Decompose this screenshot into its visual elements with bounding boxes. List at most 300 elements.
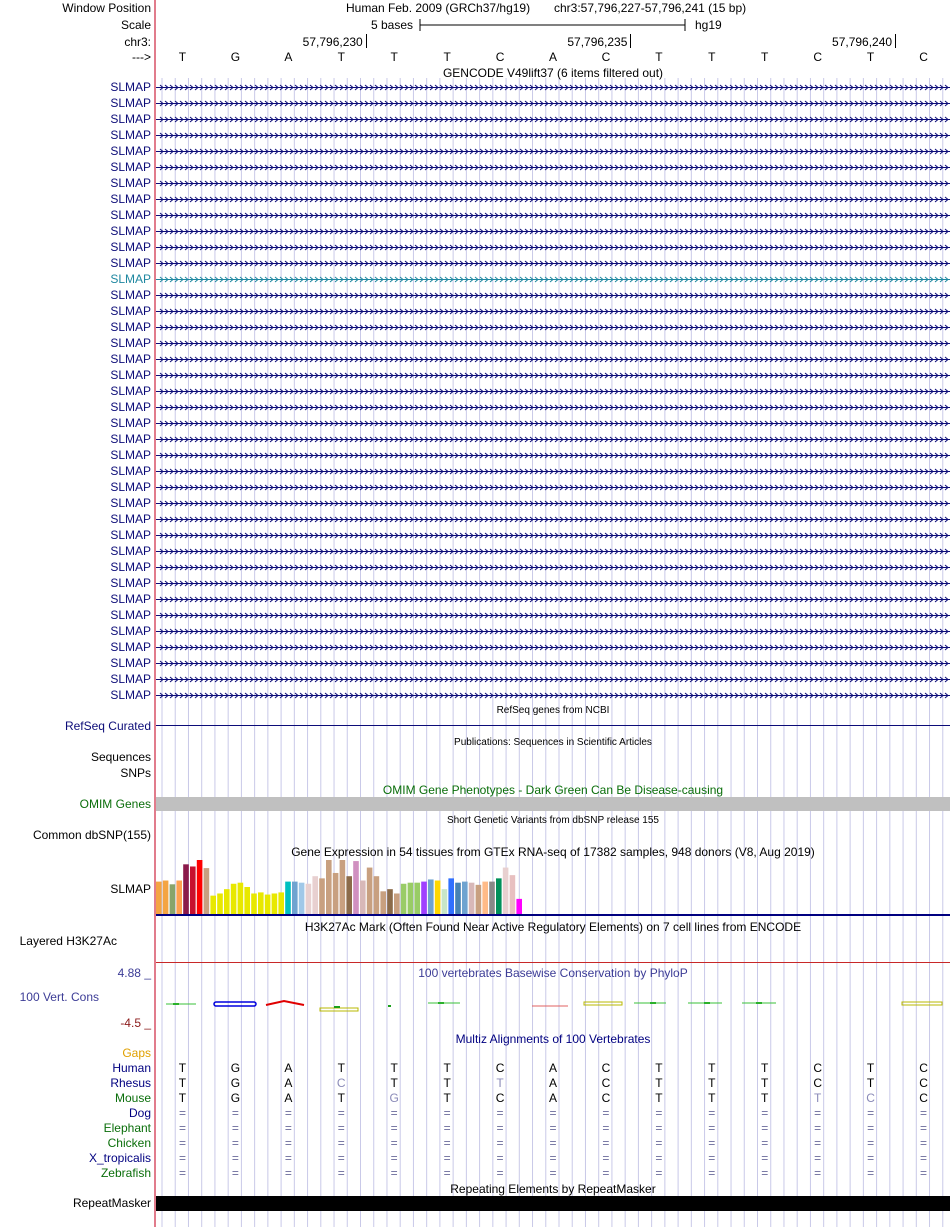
base-letter: C (919, 50, 928, 64)
multiz-base: T (761, 1061, 769, 1075)
multiz-species-label: Elephant (103, 1121, 151, 1135)
base-letter: T (655, 50, 663, 64)
multiz-base: C (495, 1061, 505, 1075)
multiz-species-label: Dog (128, 1106, 151, 1120)
gtex-tissue-bar (414, 883, 420, 914)
gencode-transcript-label[interactable]: SLMAP (110, 112, 151, 126)
multiz-base: C (866, 1091, 875, 1105)
gencode-transcript-line (156, 133, 950, 138)
gtex-tissue-bar (244, 887, 250, 914)
multiz-base: = (867, 1151, 875, 1165)
base-letter: C (495, 50, 505, 64)
h3k27ac-track-label[interactable]: Layered H3K27Ac (19, 934, 117, 948)
multiz-base: = (602, 1151, 610, 1165)
multiz-base: = (337, 1151, 345, 1165)
multiz-gaps-label: Gaps (122, 1046, 151, 1060)
gtex-tissue-bar (265, 895, 271, 914)
multiz-base: = (231, 1151, 239, 1165)
publications-track-label-snps[interactable]: SNPs (120, 766, 151, 780)
gtex-tissue-bar (285, 882, 291, 914)
multiz-base: = (390, 1136, 398, 1150)
multiz-base: A (548, 1076, 557, 1090)
gtex-tissue-bar (510, 875, 516, 914)
multiz-base: C (919, 1061, 928, 1075)
multiz-base: C (601, 1091, 611, 1105)
multiz-base: = (337, 1106, 345, 1120)
base-letter: G (230, 50, 241, 64)
multiz-species-label: Zebrafish (100, 1166, 151, 1180)
gencode-transcript-line (156, 181, 950, 186)
gtex-tissue-bar (156, 882, 162, 914)
publications-track-label-sequences[interactable]: Sequences (90, 750, 151, 764)
multiz-base: = (496, 1151, 504, 1165)
gtex-tissue-bar (482, 882, 488, 914)
refseq-track-title: RefSeq genes from NCBI (496, 705, 610, 716)
track-data-pane (156, 0, 950, 1227)
gtex-tissue-bar (312, 876, 318, 914)
gencode-transcript-label[interactable]: SLMAP (110, 256, 151, 270)
multiz-base: T (761, 1076, 769, 1090)
gtex-tissue-bar (163, 881, 169, 914)
base-letter: A (548, 50, 557, 64)
ruler-coordinate: 57,796,230 (302, 35, 363, 49)
gencode-transcript-label[interactable]: SLMAP (110, 176, 151, 190)
multiz-base: = (708, 1121, 716, 1135)
gtex-tissue-bar (306, 884, 312, 914)
repeatmasker-bar[interactable] (156, 1196, 950, 1211)
multiz-base: = (178, 1151, 186, 1165)
gencode-transcript-line (156, 581, 950, 586)
multiz-base: = (867, 1121, 875, 1135)
db-label: hg19 (695, 18, 722, 32)
multiz-base: = (284, 1106, 292, 1120)
gtex-tissue-bar (319, 878, 325, 914)
gencode-transcript-label[interactable]: SLMAP (110, 560, 151, 574)
gencode-transcript-label[interactable]: SLMAP (110, 592, 151, 606)
multiz-base: = (920, 1136, 928, 1150)
gtex-track-label[interactable]: SLMAP (110, 882, 151, 896)
multiz-base: T (708, 1061, 716, 1075)
gtex-tissue-bar (394, 893, 400, 914)
gencode-transcript-line (156, 389, 950, 394)
gtex-tissue-bar (503, 868, 509, 914)
gtex-tissue-bar (353, 861, 359, 914)
gencode-transcript-line (156, 549, 950, 554)
gencode-transcript-line (156, 309, 950, 314)
phylop-mark (584, 1002, 622, 1005)
multiz-base: = (867, 1166, 875, 1180)
gtex-tissue-bar (326, 860, 332, 914)
repeatmasker-track-title: Repeating Elements by RepeatMasker (450, 1182, 656, 1196)
multiz-base: = (284, 1151, 292, 1165)
multiz-base: = (178, 1166, 186, 1180)
gencode-transcript-label[interactable]: SLMAP (110, 352, 151, 366)
gencode-transcript-label[interactable]: SLMAP (110, 288, 151, 302)
multiz-base: = (390, 1121, 398, 1135)
multiz-base: T (655, 1091, 663, 1105)
multiz-base: = (284, 1121, 292, 1135)
gencode-transcript-label[interactable]: SLMAP (110, 272, 151, 286)
multiz-base: = (390, 1106, 398, 1120)
gencode-transcript-line (156, 85, 950, 90)
gencode-transcript-label[interactable]: SLMAP (110, 400, 151, 414)
multiz-base: T (178, 1091, 187, 1105)
gencode-transcript-label[interactable]: SLMAP (110, 384, 151, 398)
gtex-tissue-bar (333, 873, 339, 914)
base-letter: T (390, 50, 398, 64)
multiz-base: = (496, 1166, 504, 1180)
strand-label: ---> (132, 50, 151, 64)
multiz-base: C (919, 1091, 928, 1105)
gencode-transcript-line (156, 197, 950, 202)
multiz-base: = (496, 1106, 504, 1120)
assembly-title: Human Feb. 2009 (GRCh37/hg19) (346, 1, 531, 15)
gtex-tissue-bar (462, 882, 468, 914)
multiz-base: C (919, 1076, 928, 1090)
gtex-tissue-bar (346, 876, 352, 914)
gencode-transcript-label[interactable]: SLMAP (110, 624, 151, 638)
ruler-tick (366, 34, 367, 48)
ruler-coordinate: 57,796,240 (832, 35, 893, 49)
gencode-transcript-line (156, 517, 950, 522)
phylop-signal[interactable] (156, 996, 950, 1016)
scale-text: 5 bases (371, 18, 414, 32)
multiz-base: = (920, 1106, 928, 1120)
base-letter: T (443, 50, 451, 64)
base-letter: C (813, 50, 822, 64)
multiz-base: = (549, 1121, 557, 1135)
omim-track-label[interactable]: OMIM Genes (79, 797, 151, 811)
repeatmasker-track-label[interactable]: RepeatMasker (72, 1196, 151, 1210)
track-label-pane (0, 0, 154, 1227)
gencode-transcript-label[interactable]: SLMAP (110, 160, 151, 174)
gtex-tissue-bar (217, 893, 223, 914)
multiz-base: = (602, 1121, 610, 1135)
multiz-base: = (549, 1166, 557, 1180)
phylop-mark (902, 1002, 942, 1005)
multiz-base: = (867, 1106, 875, 1120)
gencode-transcript-label[interactable]: SLMAP (110, 208, 151, 222)
multiz-base: = (655, 1166, 663, 1180)
refseq-track-label[interactable]: RefSeq Curated (64, 719, 151, 733)
dbsnp-track-label[interactable]: Common dbSNP(155) (32, 828, 151, 842)
gencode-transcript-line (156, 469, 950, 474)
multiz-base: T (443, 1061, 451, 1075)
multiz-base: = (390, 1166, 398, 1180)
phylop-min-label: -4.5 _ (120, 1016, 151, 1030)
gencode-transcript-label[interactable]: SLMAP (110, 80, 151, 94)
gencode-transcript-line (156, 325, 950, 330)
multiz-base: G (389, 1091, 399, 1105)
multiz-base: T (390, 1076, 398, 1090)
gencode-transcript-label[interactable]: SLMAP (110, 448, 151, 462)
omim-track-title: OMIM Gene Phenotypes - Dark Green Can Be Disease-causing (382, 783, 724, 797)
refseq-gene-line[interactable] (156, 725, 950, 726)
gencode-transcript-line (156, 165, 950, 170)
gtex-tissue-bar (442, 889, 448, 914)
multiz-base: = (814, 1121, 822, 1135)
gencode-transcript-line (156, 421, 950, 426)
gencode-transcript-line (156, 101, 950, 106)
gencode-transcript-line (156, 277, 950, 282)
multiz-base: = (708, 1151, 716, 1165)
gencode-transcript-label[interactable]: SLMAP (110, 464, 151, 478)
multiz-base: = (761, 1166, 769, 1180)
multiz-base: T (337, 1091, 345, 1105)
phylop-track-title: 100 vertebrates Basewise Conservation by PhyloP (418, 966, 688, 980)
phylop-mark (388, 1005, 391, 1007)
gtex-tissue-bar (489, 882, 495, 914)
gencode-transcript-line (156, 373, 950, 378)
gencode-transcript-line (156, 613, 950, 618)
multiz-base: = (231, 1166, 239, 1180)
gencode-transcript-label[interactable]: SLMAP (110, 512, 151, 526)
gencode-transcript-label[interactable]: SLMAP (110, 304, 151, 318)
gtex-tissue-bar (448, 878, 454, 914)
dbsnp-track-title: Short Genetic Variants from dbSNP release 155 (447, 815, 659, 826)
scale-label: Scale (120, 18, 151, 32)
multiz-base: = (390, 1151, 398, 1165)
gencode-transcript-line (156, 293, 950, 298)
base-letter: T (337, 50, 345, 64)
base-letter: T (761, 50, 769, 64)
multiz-base: T (178, 1061, 187, 1075)
h3k27ac-signal-line[interactable] (156, 962, 950, 963)
gencode-transcript-line (156, 501, 950, 506)
base-letter: T (708, 50, 716, 64)
multiz-base: T (337, 1061, 345, 1075)
gencode-transcript-label[interactable]: SLMAP (110, 336, 151, 350)
multiz-base: = (602, 1166, 610, 1180)
gencode-transcripts[interactable] (156, 80, 950, 704)
gencode-transcript-line (156, 533, 950, 538)
gencode-transcript-line (156, 629, 950, 634)
multiz-base: G (230, 1061, 241, 1075)
phylop-mark (266, 1001, 304, 1005)
multiz-track-title: Multiz Alignments of 100 Vertebrates (455, 1032, 651, 1046)
gtex-tissue-bar (387, 889, 393, 914)
gencode-transcript-label[interactable]: SLMAP (110, 192, 151, 206)
multiz-base: = (231, 1136, 239, 1150)
multiz-base: T (813, 1091, 822, 1105)
gtex-tissue-bar (224, 889, 230, 914)
gencode-transcript-line (156, 117, 950, 122)
gencode-transcript-label[interactable]: SLMAP (110, 688, 151, 702)
gtex-tissue-bar (428, 879, 434, 914)
multiz-base: = (549, 1151, 557, 1165)
gencode-transcript-line (156, 213, 950, 218)
multiz-species-label: X_tropicalis (88, 1151, 151, 1165)
multiz-base: = (761, 1151, 769, 1165)
multiz-base: T (655, 1061, 663, 1075)
gtex-tissue-bar (476, 885, 482, 914)
multiz-base: = (814, 1151, 822, 1165)
base-letter: T (866, 50, 875, 64)
multiz-base: = (443, 1136, 451, 1150)
multiz-base: A (548, 1061, 557, 1075)
gencode-transcript-label[interactable]: SLMAP (110, 320, 151, 334)
gencode-transcript-label[interactable]: SLMAP (110, 144, 151, 158)
gencode-transcript-label[interactable]: SLMAP (110, 640, 151, 654)
phylop-max-label: 4.88 _ (117, 966, 151, 980)
multiz-base: = (920, 1121, 928, 1135)
gencode-transcript-line (156, 565, 950, 570)
gencode-transcript-line (156, 677, 950, 682)
gtex-tissue-bar (183, 864, 189, 914)
gencode-transcript-line (156, 597, 950, 602)
gencode-transcript-line (156, 341, 950, 346)
multiz-base: = (178, 1106, 186, 1120)
multiz-base: = (443, 1121, 451, 1135)
gencode-transcript-label[interactable]: SLMAP (110, 240, 151, 254)
gencode-transcript-label[interactable]: SLMAP (110, 432, 151, 446)
gtex-tissue-bar (469, 883, 475, 914)
gencode-transcript-line (156, 485, 950, 490)
multiz-base: T (761, 1091, 769, 1105)
multiz-base: = (337, 1121, 345, 1135)
multiz-base: = (337, 1136, 345, 1150)
gencode-transcript-label[interactable]: SLMAP (110, 528, 151, 542)
multiz-base: = (178, 1121, 186, 1135)
gencode-transcript-label[interactable]: SLMAP (110, 96, 151, 110)
gtex-tissue-bar (176, 881, 182, 914)
multiz-base: = (284, 1166, 292, 1180)
multiz-base: = (284, 1136, 292, 1150)
gtex-tissue-bar (380, 891, 386, 914)
gtex-track-title: Gene Expression in 54 tissues from GTEx RNA-seq of 17382 samples, 948 donors (V8, Aug 2019) (291, 845, 815, 859)
multiz-base: = (708, 1136, 716, 1150)
multiz-base: = (655, 1136, 663, 1150)
multiz-base: T (708, 1076, 716, 1090)
multiz-species-label: Human (112, 1061, 151, 1075)
gencode-transcript-label[interactable]: SLMAP (110, 224, 151, 238)
publications-track-title: Publications: Sequences in Scientific Articles (454, 737, 652, 748)
window-position-label: Window Position (62, 1, 151, 15)
gencode-transcript-label[interactable]: SLMAP (110, 368, 151, 382)
multiz-base: = (867, 1136, 875, 1150)
multiz-base: = (496, 1121, 504, 1135)
multiz-base: A (548, 1091, 557, 1105)
multiz-base: = (708, 1166, 716, 1180)
phylop-mark (334, 1006, 340, 1008)
multiz-base: = (549, 1106, 557, 1120)
multiz-base: G (230, 1076, 241, 1090)
ruler-tick (630, 34, 631, 48)
multiz-base: T (178, 1076, 187, 1090)
gencode-transcript-label[interactable]: SLMAP (110, 544, 151, 558)
gencode-transcript-label[interactable]: SLMAP (110, 496, 151, 510)
multiz-base: T (866, 1076, 875, 1090)
gencode-transcript-label[interactable]: SLMAP (110, 480, 151, 494)
gencode-transcript-label[interactable]: SLMAP (110, 576, 151, 590)
multiz-base: C (601, 1061, 611, 1075)
gencode-transcript-line (156, 229, 950, 234)
multiz-base: = (443, 1166, 451, 1180)
multiz-base: T (655, 1076, 663, 1090)
gtex-tissue-bar (258, 892, 264, 914)
multiz-base: = (761, 1121, 769, 1135)
multiz-species-label: Rhesus (110, 1076, 151, 1090)
multiz-species-label: Mouse (114, 1091, 151, 1105)
multiz-base: = (814, 1106, 822, 1120)
multiz-base: C (813, 1076, 822, 1090)
gencode-transcript-line (156, 661, 950, 666)
gencode-transcript-line (156, 245, 950, 250)
gtex-tissue-bar (496, 878, 502, 914)
multiz-base: = (602, 1106, 610, 1120)
gencode-transcript-line (156, 261, 950, 266)
multiz-base: C (813, 1061, 822, 1075)
multiz-base: A (284, 1061, 293, 1075)
multiz-base: C (601, 1076, 611, 1090)
gtex-tissue-bar (292, 882, 298, 914)
gtex-expression-chart[interactable] (156, 858, 950, 918)
multiz-base: = (655, 1121, 663, 1135)
scale-bar (419, 18, 687, 32)
multiz-base: = (231, 1121, 239, 1135)
gtex-tissue-bar (251, 893, 257, 914)
multiz-base: G (230, 1091, 241, 1105)
gencode-track-title: GENCODE V49lift37 (6 items filtered out) (442, 66, 664, 80)
gtex-tissue-bar (340, 860, 346, 914)
multiz-base: C (336, 1076, 346, 1090)
multiz-base: C (495, 1091, 505, 1105)
gencode-transcript-label[interactable]: SLMAP (110, 608, 151, 622)
multiz-base: T (496, 1076, 504, 1090)
gencode-transcript-label[interactable]: SLMAP (110, 128, 151, 142)
phylop-track-label[interactable]: 100 Vert. Cons (19, 990, 99, 1004)
multiz-base: = (655, 1151, 663, 1165)
multiz-base: = (814, 1136, 822, 1150)
multiz-base: T (390, 1061, 398, 1075)
base-letter: T (178, 50, 187, 64)
gtex-tissue-bar (401, 884, 407, 914)
gtex-tissue-bar (231, 884, 237, 914)
gtex-tissue-bar (190, 866, 196, 914)
chrom-label: chr3: (124, 35, 151, 49)
multiz-base: = (920, 1151, 928, 1165)
gencode-transcript-label[interactable]: SLMAP (110, 656, 151, 670)
base-letter: C (601, 50, 611, 64)
gtex-tissue-bar (408, 883, 414, 914)
base-letter: A (284, 50, 293, 64)
multiz-base: = (602, 1136, 610, 1150)
gtex-tissue-bar (197, 860, 203, 914)
multiz-base: = (231, 1106, 239, 1120)
ruler-coordinate: 57,796,235 (567, 35, 628, 49)
gencode-transcript-label[interactable]: SLMAP (110, 672, 151, 686)
position-readout: chr3:57,796,227-57,796,241 (15 bp) (554, 1, 747, 15)
phylop-mark (214, 1002, 256, 1006)
gencode-transcript-line (156, 453, 950, 458)
gencode-transcript-line (156, 645, 950, 650)
gencode-transcript-label[interactable]: SLMAP (110, 416, 151, 430)
omim-gene-bar[interactable] (156, 797, 950, 811)
gtex-tissue-bar (421, 882, 427, 914)
gtex-tissue-bar (299, 883, 305, 914)
gtex-tissue-bar (435, 881, 441, 914)
multiz-base: T (866, 1061, 875, 1075)
phylop-mark (320, 1008, 358, 1011)
gtex-tissue-bar (516, 899, 522, 914)
gencode-transcript-line (156, 437, 950, 442)
gtex-tissue-bar (238, 883, 244, 914)
multiz-base: = (443, 1106, 451, 1120)
gtex-tissue-bar (272, 893, 278, 914)
gtex-tissue-bar (204, 868, 210, 914)
gtex-tissue-bar (210, 896, 216, 914)
gtex-tissue-bar (455, 883, 461, 914)
